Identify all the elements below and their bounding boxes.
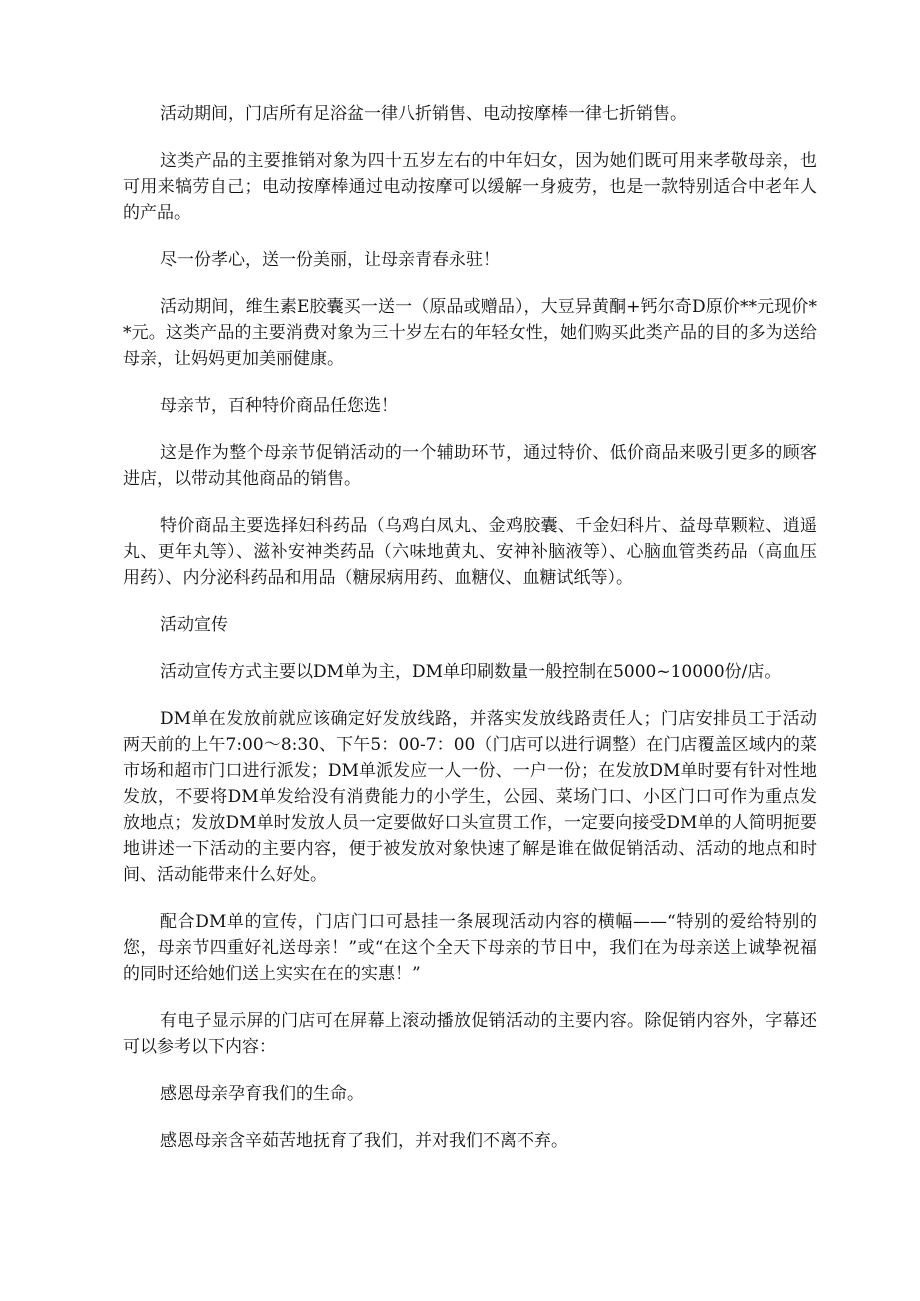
paragraph-auxiliary-link: 这是作为整个母亲节促销活动的一个辅助环节，通过特价、低价商品来吸引更多的顾客进店，以带动其他商品的销售。 <box>123 443 817 489</box>
paragraph-special-products: 特价商品主要选择妇科药品（乌鸡白凤丸、金鸡胶囊、千金妇科片、益母草颗粒、逍遥丸、更年丸等）、滋补安神类药品（六味地黄丸、安神补脑液等）、心脑血管类药品（高血压用药）、内分泌科药品和用品（糖尿病用药、血糖仪、血糖试纸等）。 <box>123 516 817 588</box>
paragraph-slogan-special-price: 母亲节，百种特价商品任您选！ <box>160 396 398 416</box>
paragraph-slogan-filial: 尽一份孝心，送一份美丽，让母亲青春永驻！ <box>160 250 500 270</box>
section-heading-promotion: 活动宣传 <box>160 615 228 635</box>
document-body <box>123 101 817 1175</box>
paragraph-discount-footbath: 活动期间，门店所有足浴盆一律八折销售、电动按摩棒一律七折销售。 <box>160 104 687 124</box>
paragraph-electronic-screen: 有电子显示屏的门店可在屏幕上滚动播放促销活动的主要内容。除促销内容外，字幕还可以参考以下内容： <box>123 1011 817 1057</box>
paragraph-dm-distribution: DM单在发放前就应该确定好发放线路，并落实发放线路责任人；门店安排员工于活动两天前的上午7:00～8:30、下午5：00-7：00（门店可以进行调整）在门店覆盖区域内的菜市场和超市门口进行派发；DM单派发应一人一份、一户一份；在发放DM单时要有针对性地发放，不要将DM单发给没有消费能力的小学生，公园、菜场门口、小区门口可作为重点发放地点；发放DM单时发放人员一定要做好口头宣贯工作，一定要向接受DM单的人简明扼要地讲述一下活动的主要内容，便于被发放对象快速了解是谁在做促销活动、活动的地点和时间、活动能带来什么好处。 <box>123 709 817 885</box>
paragraph-target-middle-aged: 这类产品的主要推销对象为四十五岁左右的中年妇女，因为她们既可用来孝敬母亲，也可用来犒劳自己；电动按摩棒通过电动按摩可以缓解一身疲劳，也是一款特别适合中老年人的产品。 <box>123 151 817 223</box>
paragraph-gratitude-raising: 感恩母亲含辛茹苦地抚育了我们，并对我们不离不弃。 <box>160 1131 568 1151</box>
paragraph-gratitude-life: 感恩母亲孕育我们的生命。 <box>160 1084 364 1104</box>
paragraph-vitamin-offer: 活动期间，维生素E胶囊买一送一（原品或赠品），大豆异黄酮+钙尔奇D原价**元现价**元。这类产品的主要消费对象为三十岁左右的年轻女性，她们购买此类产品的目的多为送给母亲，让妈妈更加美丽健康。 <box>123 297 817 369</box>
paragraph-dm-method: 活动宣传方式主要以DM单为主，DM单印刷数量一般控制在5000~10000份/店。 <box>160 662 782 682</box>
paragraph-banner: 配合DM单的宣传，门店门口可悬挂一条展现活动内容的横幅——“特别的爱给特别的您，母亲节四重好礼送母亲！”或“在这个全天下母亲的节日中，我们在为母亲送上诚挚祝福的同时还给她们送上实实在在的实惠！” <box>123 912 817 984</box>
